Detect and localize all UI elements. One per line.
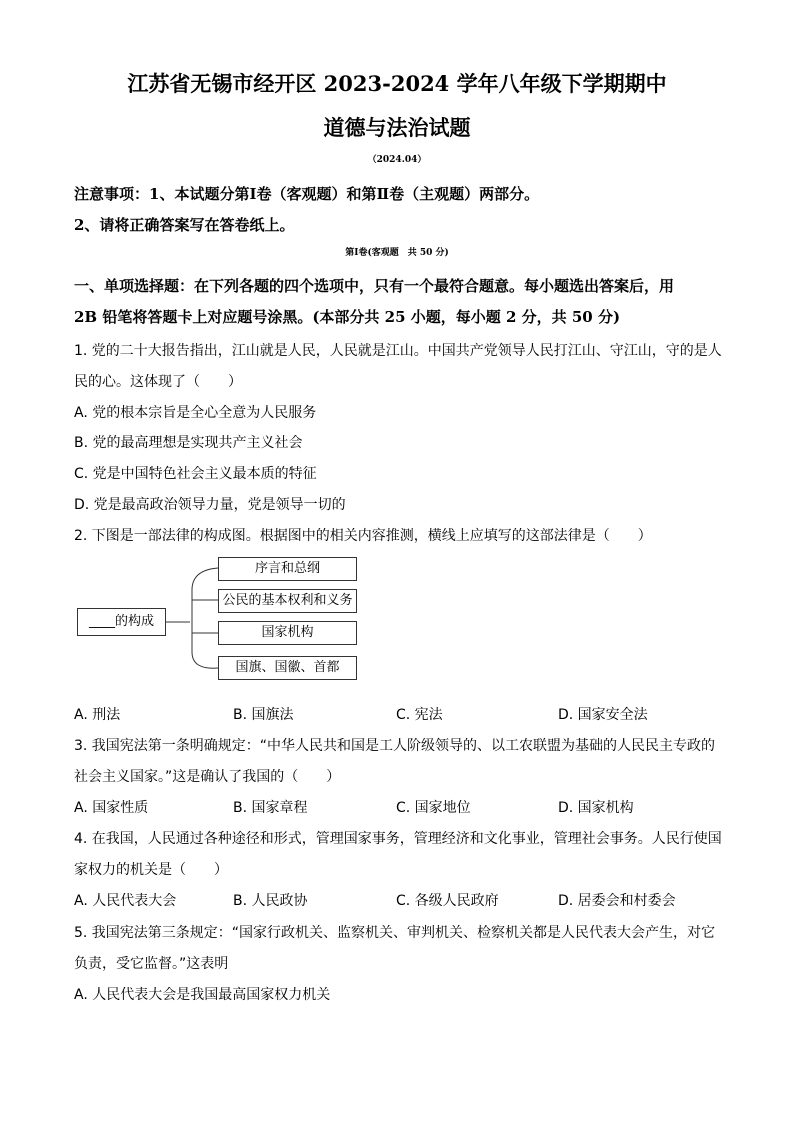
q4-option-a: A. 人民代表大会 — [74, 893, 177, 909]
q4-option-d: D. 居委会和村委会 — [558, 893, 676, 909]
q4-option-c: C. 各级人民政府 — [396, 893, 499, 909]
q1-stem-line2: 民的心。这体现了（ ） — [74, 374, 242, 390]
q5-option-a: A. 人民代表大会是我国最高国家权力机关 — [74, 987, 331, 1003]
diagram-item-state-organs: 国家机构 — [218, 621, 357, 645]
q3-option-a: A. 国家性质 — [74, 800, 149, 816]
q2-option-c: C. 宪法 — [396, 707, 443, 723]
q3-option-b: B. 国家章程 — [233, 800, 308, 816]
q3-stem-line1: 3. 我国宪法第一条明确规定：“中华人民共和国是工人阶级领导的、以工农联盟为基础的人民民主专政的 — [74, 738, 716, 754]
exam-title-line2: 道德与法治试题 — [323, 115, 471, 140]
q3-option-d: D. 国家机构 — [558, 800, 634, 816]
q4-stem-line2: 家权力的机关是（ ） — [74, 862, 228, 878]
q4-stem-line1: 4. 在我国，人民通过各种途径和形式，管理国家事务，管理经济和文化事业，管理社会事务。人民行使国 — [74, 831, 722, 847]
q1-option-b: B. 党的最高理想是实现共产主义社会 — [74, 435, 303, 451]
q3-option-c: C. 国家地位 — [396, 800, 471, 816]
q1-option-c: C. 党是中国特色社会主义最本质的特征 — [74, 466, 317, 482]
section-instruction-line2: 2B 铅笔将答题卡上对应题号涂黑。(本部分共 25 小题，每小题 2 分，共 50 分) — [74, 308, 621, 326]
notice-line2: 2、请将正确答案写在答卷纸上。 — [74, 216, 295, 234]
exam-date: （2024.04） — [367, 155, 427, 165]
notice-line1: 注意事项：1、本试题分第Ⅰ卷（客观题）和第Ⅱ卷（主观题）两部分。 — [74, 185, 540, 203]
q1-option-d: D. 党是最高政治领导力量，党是领导一切的 — [74, 497, 346, 513]
diagram-root-box: ____的构成 — [77, 608, 166, 636]
diagram-item-preamble: 序言和总纲 — [218, 557, 357, 581]
section-instruction-line1: 一、单项选择题：在下列各题的四个选项中，只有一个最符合题意。每小题选出答案后，用 — [74, 277, 675, 295]
section-heading: 第Ⅰ卷(客观题 共 50 分) — [345, 248, 449, 258]
q3-stem-line2: 社会主义国家。”这是确认了我国的（ ） — [74, 769, 341, 785]
q2-option-a: A. 刑法 — [74, 707, 121, 723]
q5-stem-line1: 5. 我国宪法第三条规定：“国家行政机关、监察机关、审判机关、检察机关都是人民代表大会产生，对它 — [74, 925, 716, 941]
q4-option-b: B. 人民政协 — [233, 893, 308, 909]
diagram-item-rights-duties: 公民的基本权利和义务 — [218, 589, 357, 613]
exam-title-line1: 江苏省无锡市经开区 2023-2024 学年八年级下学期期中 — [127, 71, 667, 96]
q5-stem-line2: 负责，受它监督。”这表明 — [74, 956, 229, 972]
q2-stem: 2. 下图是一部法律的构成图。根据图中的相关内容推测，横线上应填写的这部法律是（ ） — [74, 528, 652, 544]
q1-stem-line1: 1. 党的二十大报告指出，江山就是人民，人民就是江山。中国共产党领导人民打江山、守江山，守的是人 — [74, 343, 722, 359]
q1-option-a: A. 党的根本宗旨是全心全意为人民服务 — [74, 405, 317, 421]
q2-option-d: D. 国家安全法 — [558, 707, 648, 723]
diagram-item-flag-emblem-capital: 国旗、国徽、首都 — [218, 656, 357, 680]
q2-option-b: B. 国旗法 — [233, 707, 294, 723]
